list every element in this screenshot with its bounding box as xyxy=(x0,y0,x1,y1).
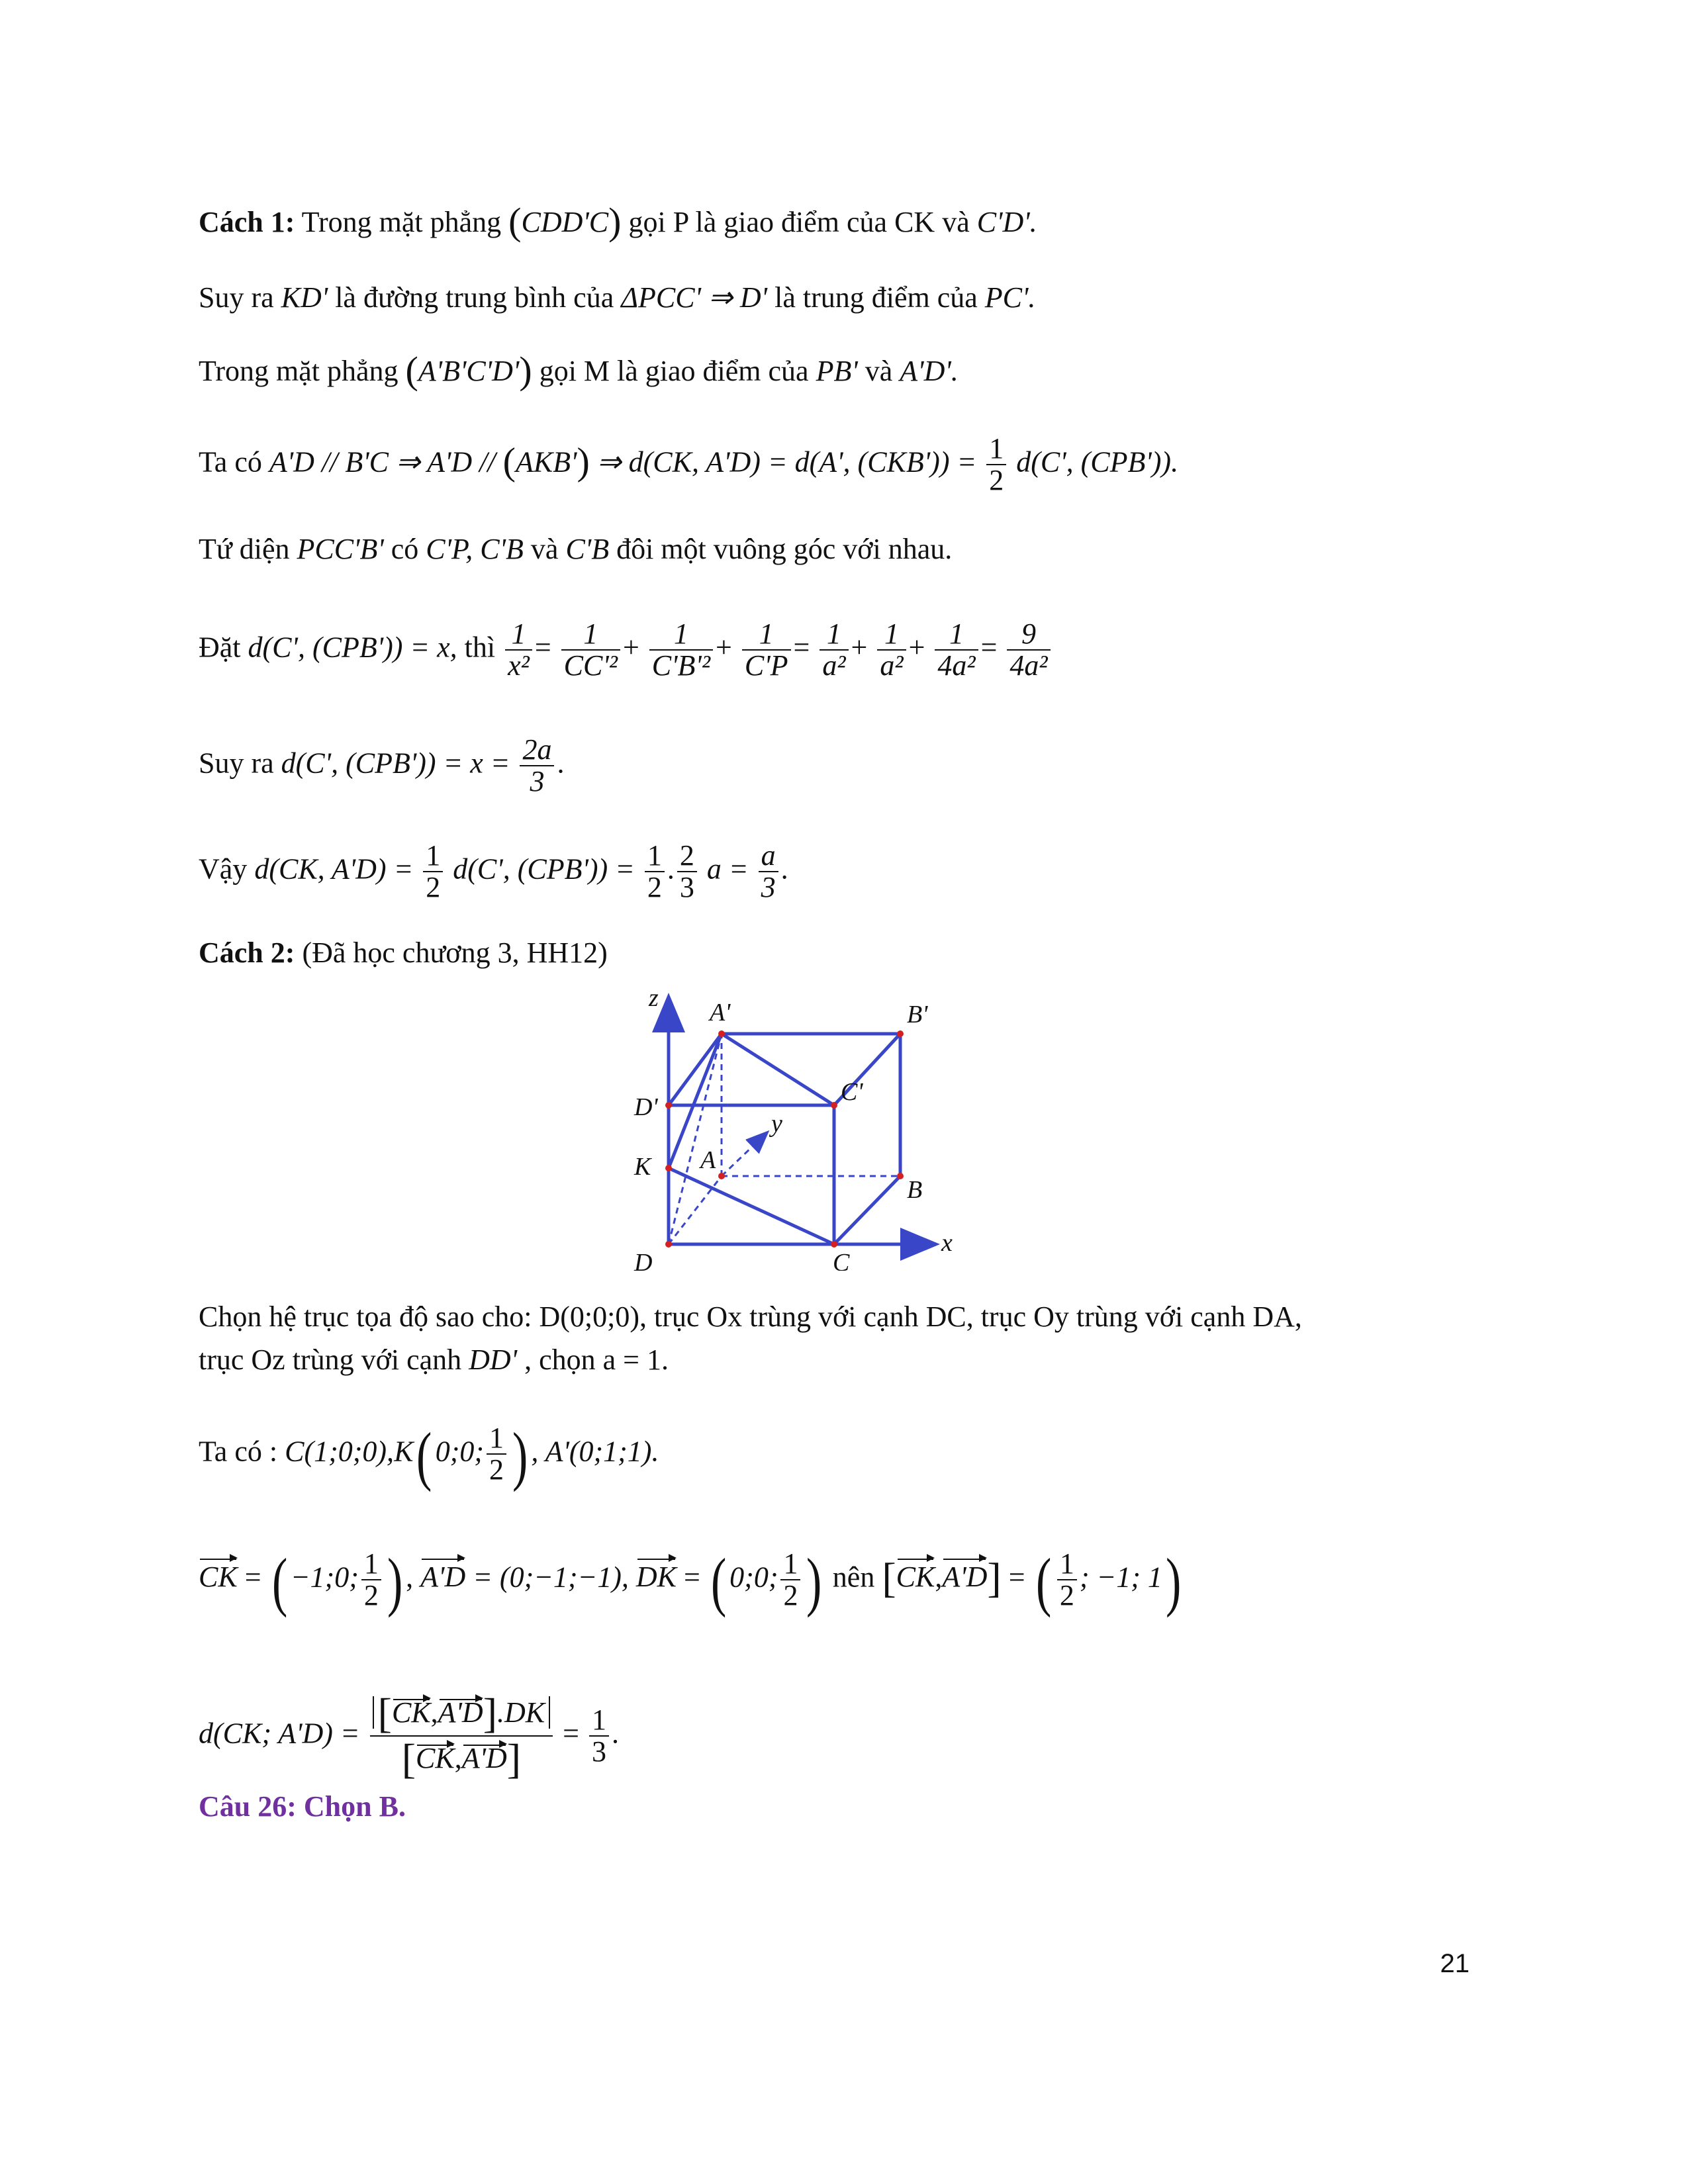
page-number: 21 xyxy=(1440,1949,1470,1978)
label-Bprime: B' xyxy=(907,1001,928,1028)
text: có xyxy=(391,533,419,565)
vector-ApD: A'D xyxy=(461,1742,507,1775)
label-Aprime: A' xyxy=(710,999,731,1026)
text: Tứ diện xyxy=(199,533,290,565)
text: nên xyxy=(832,1561,875,1594)
formula: a = xyxy=(706,852,749,886)
fraction: $\frac{1}{3}$ xyxy=(589,1705,609,1767)
segment: C'P, C'B xyxy=(426,533,524,565)
label-K: K xyxy=(634,1153,651,1181)
segment: A'D'. xyxy=(900,355,959,387)
cach2-para2 xyxy=(199,1340,669,1380)
cach1-line1: Cách 1: Trong mặt phẳng (CDD'C) gọi P là giao điểm của CK và C'D'. xyxy=(199,200,1037,243)
cach1-line4: Ta có A'D // B'C ⇒ A'D // (AKB') ⇒ d(CK, A'D) = d(A', (CKB')) = $\frac{1}{2}$ d(C', (CPB')). xyxy=(199,432,1179,497)
edge-BC xyxy=(834,1176,900,1244)
plane-label: CDD'C xyxy=(521,206,609,238)
y-axis xyxy=(722,1133,767,1176)
cach2-title: Cách 2: xyxy=(199,936,295,969)
cach2-note: (Đã học chương 3, HH12) xyxy=(302,936,608,969)
edge-DpAp xyxy=(669,1034,722,1105)
plane-label: A'B'C'D' xyxy=(418,355,520,387)
label-Cprime: C' xyxy=(841,1078,863,1106)
vector-ApD: A'D xyxy=(438,1696,483,1729)
text: thì xyxy=(464,631,496,664)
formula: −1;0; xyxy=(290,1561,359,1594)
triangle: ΔPCC' ⇒ D' xyxy=(621,281,768,314)
distance-fraction: $\frac{[CK,A'D].DK}{[CK,A'D]}$ xyxy=(370,1691,553,1781)
fraction: $\frac{1}{2}$ xyxy=(645,841,665,903)
label-y: y xyxy=(771,1110,782,1138)
text: Trong mặt phẳng xyxy=(301,206,502,238)
text: Đặt xyxy=(199,631,241,664)
segment: KD' xyxy=(281,281,328,314)
formula: d(CK; A'D) = xyxy=(199,1717,360,1750)
label-D: D xyxy=(634,1249,653,1271)
fraction: $\frac{1}{\text{C'B'²}}$ xyxy=(649,619,713,681)
label-z: z xyxy=(649,984,659,1012)
fraction: $\frac{2a}{3}$ xyxy=(520,735,554,797)
text: Suy ra xyxy=(199,747,274,780)
label-A: A xyxy=(700,1146,716,1174)
cach2-para1 xyxy=(199,1297,1302,1337)
plane-label: AKB' xyxy=(515,445,577,478)
vector-CK: CK xyxy=(416,1742,455,1775)
text: Ta có : xyxy=(199,1435,278,1468)
text: Vậy xyxy=(199,852,248,886)
vector-CK: CK xyxy=(896,1557,935,1597)
segment: PC'. xyxy=(984,281,1036,314)
edge-DAp-hidden xyxy=(669,1034,722,1244)
vector-CK: CK xyxy=(199,1557,238,1597)
segment: C'D'. xyxy=(976,206,1037,238)
text: đôi một vuông góc với nhau. xyxy=(616,533,953,565)
answer-line: Câu 26: Chọn B. xyxy=(199,1790,406,1823)
tetrahedron: PCC'B' xyxy=(297,533,384,565)
cach1-title: Cách 1: xyxy=(199,206,295,238)
point-Aprime: , A'(0;1;1). xyxy=(531,1435,659,1468)
fraction: $\frac{1}{\text{a²}}$ xyxy=(877,619,906,681)
formula: d(C', (CPB')) = x = xyxy=(281,747,510,780)
fraction: $\frac{1}{2}$ xyxy=(986,433,1006,496)
vector-CK: CK xyxy=(391,1696,431,1729)
formula: d(C', (CPB')) = xyxy=(453,852,635,886)
label-B: B xyxy=(907,1176,923,1204)
text: và xyxy=(865,355,893,387)
cach2-heading xyxy=(199,933,608,973)
cach2-distance: d(CK; A'D) = $\frac{[CK,A'D].DK}{[CK,A'D]}$ = $\frac{1}{3}$ . xyxy=(199,1690,619,1783)
vector-ApD: A'D xyxy=(942,1557,987,1597)
formula: 0;0; xyxy=(435,1435,485,1468)
text: và xyxy=(530,533,559,565)
fraction: $\frac{2}{3}$ xyxy=(677,841,697,903)
formula: ; −1; 1 xyxy=(1079,1561,1162,1594)
vector-ApD: A'D xyxy=(420,1557,465,1597)
cach2-vectors: CK = ( −1;0; $\frac{1}{2}$ ) , A'D = (0;−1;−1), DK = ( 0;0; $\frac{1}{2}$ ) nên [CK,A'D] = ( $\frac{1}{2}$ ; −1; 1) xyxy=(199,1545,1182,1619)
formula: = (0;−1;−1), xyxy=(473,1561,629,1594)
text: gọi P là giao điểm của CK và xyxy=(628,206,970,238)
cach1-line2 xyxy=(199,278,1035,318)
point-C: C(1;0;0), xyxy=(285,1435,395,1468)
text: Suy ra xyxy=(199,281,274,314)
text: là đường trung bình của xyxy=(335,281,614,314)
text: Trong mặt phẳng xyxy=(199,355,399,387)
cube-figure xyxy=(622,979,980,1271)
cach1-line7: Suy ra d(C', (CPB')) = x = $\frac{2a}{3}$ . xyxy=(199,733,565,798)
fraction: $\frac{1}{C'P}$ xyxy=(742,619,791,681)
text: Ta có xyxy=(199,445,262,478)
text: , chọn a = 1. xyxy=(524,1343,669,1376)
edge-ApCp xyxy=(722,1034,834,1105)
formula: .DK xyxy=(497,1696,545,1729)
formula: d(C', (CPB')) = x, xyxy=(248,631,457,664)
segment: C'B xyxy=(565,533,610,565)
formula: 0;0; xyxy=(729,1561,778,1594)
cach1-line5 xyxy=(199,529,952,569)
text: trục Oz trùng với cạnh xyxy=(199,1343,462,1376)
fraction: $\frac{1}{\text{a²}}$ xyxy=(820,619,848,681)
fraction: $\frac{1}{2}$ xyxy=(780,1549,800,1611)
edge-KC xyxy=(669,1168,834,1244)
label-C: C xyxy=(833,1249,850,1271)
cach1-line3: Trong mặt phẳng (A'B'C'D') gọi M là giao điểm của PB' và A'D'. xyxy=(199,349,959,392)
fraction: $\frac{a}{3}$ xyxy=(759,841,778,903)
label-x: x xyxy=(941,1229,953,1257)
fraction: $\frac{1}{\text{4a²}}$ xyxy=(935,619,978,681)
formula: d(CK, A'D) = xyxy=(254,852,414,886)
segment: PB' xyxy=(816,355,858,387)
fraction: $\frac{9}{\text{4a²}}$ xyxy=(1007,619,1050,681)
formula: d(C', (CPB')). xyxy=(1016,445,1179,478)
fraction: $\frac{1}{2}$ xyxy=(1057,1549,1077,1611)
text: là trung điểm của xyxy=(774,281,978,314)
formula: A'D // B'C ⇒ A'D // xyxy=(269,445,503,478)
cach2-coords: Ta có : C(1;0;0),K( 0;0; $\frac{1}{2}$ ) , A'(0;1;1). xyxy=(199,1419,659,1493)
fraction: $\frac{1}{\text{x²}}$ xyxy=(505,619,532,681)
fraction: $\frac{1}{2}$ xyxy=(487,1423,506,1485)
vector-DK: DK xyxy=(636,1557,677,1597)
text: gọi M là giao điểm của xyxy=(539,355,809,387)
formula: ⇒ d(CK, A'D) = d(A', (CKB')) = xyxy=(596,445,977,478)
point-K: K xyxy=(394,1435,414,1468)
text: Chọn hệ trục tọa độ sao cho: D(0;0;0), trục Ox trùng với cạnh DC, trục Oy trùng với cạnh DA, xyxy=(199,1300,1302,1333)
segment: DD' xyxy=(469,1343,518,1376)
cach1-line8: Vậy d(CK, A'D) = $\frac{1}{2}$ d(C', (CPB')) = $\frac{1}{2}$ . $\frac{2}{3}$ a = $\frac{a}{3}$ . xyxy=(199,839,788,904)
fraction: $\frac{1}{2}$ xyxy=(423,841,443,903)
fraction: $\frac{1}{2}$ xyxy=(361,1549,381,1611)
cach1-line6: Đặt d(C', (CPB')) = x, thì $\frac{1}{\text{x²}}$ = $\frac{1}{\text{CC'²}}$ + $\frac{1}{\text{C'B'²}}$ + $\frac{1}{C'P}$ = $\frac{1}{\text{a²}}$ + $\frac{1}{\text{a²}}$ + $\frac{1}{\text{4a²}}$ = $\frac{9}{\text{4a²}}$ xyxy=(199,619,1053,681)
label-Dprime: D' xyxy=(634,1093,658,1121)
fraction: $\frac{1}{\text{CC'²}}$ xyxy=(561,619,620,681)
